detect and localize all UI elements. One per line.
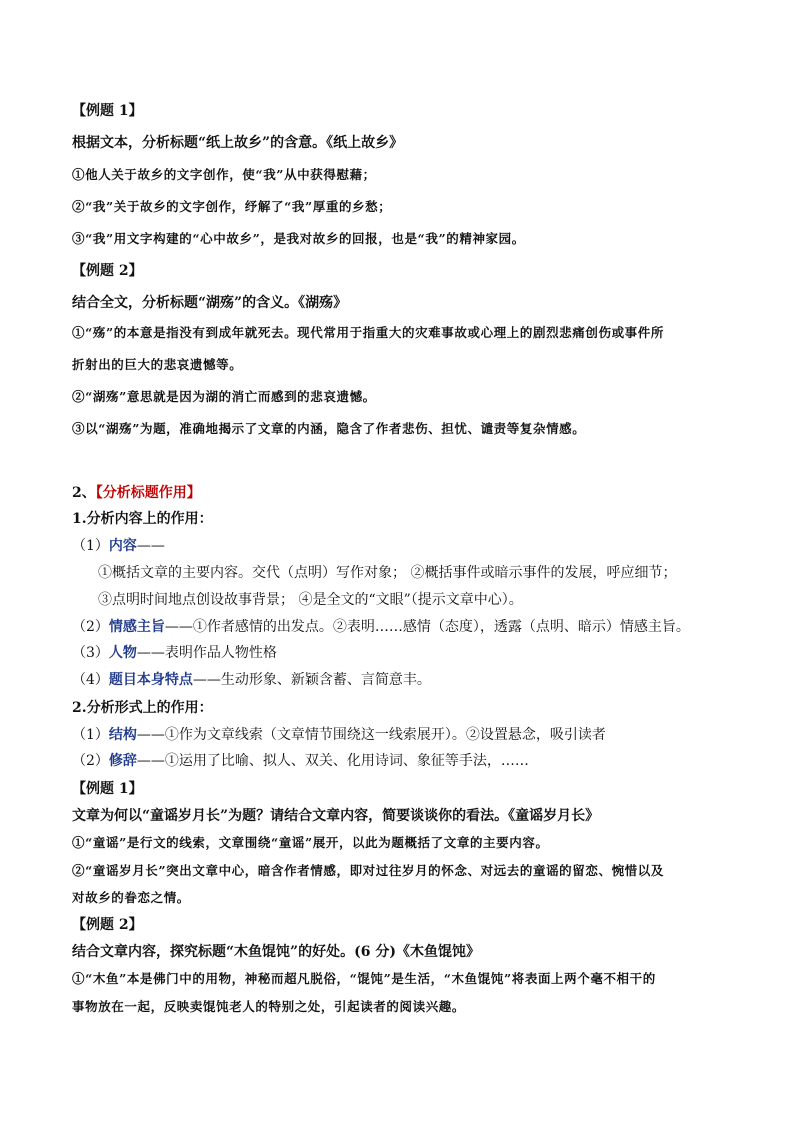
example-4-label: 【例题 2】	[72, 917, 143, 933]
content-item-4	[72, 670, 431, 690]
item-text: ——①作为文章线索（文章情节围绕这一线索展开）。②设置悬念，吸引读者	[136, 727, 606, 743]
item-prefix: （2）	[72, 619, 109, 635]
item-prefix: （2）	[72, 753, 109, 769]
item-keyword: 内容	[108, 538, 137, 554]
item-keyword: 结构	[108, 727, 137, 743]
example-2-label: 【例题 2】	[72, 263, 143, 279]
example-3-label: 【例题 1】	[72, 781, 143, 797]
example-2-answer-1-line-2: 折射出的巨大的悲哀遗憾等。	[72, 357, 243, 372]
item-prefix: （1）	[72, 727, 109, 743]
example-3-question: 文章为何以“童谣岁月长”为题？请结合文章内容，简要谈谈你的看法。《童谣岁月长》	[72, 808, 600, 824]
example-1-label: 【例题 1】	[72, 103, 143, 119]
form-item-1	[72, 725, 606, 745]
content-role-heading: 1.分析内容上的作用：	[72, 511, 213, 527]
example-4-answer-1-line-2: 事物放在一起，反映卖馄饨老人的特别之处，引起读者的阅读兴趣。	[72, 999, 466, 1014]
item-prefix: （1）	[72, 538, 109, 554]
form-role-heading: 2.分析形式上的作用：	[72, 700, 213, 716]
example-1-answer-1: ①他人关于故乡的文字创作，使“我”从中获得慰藉；	[72, 167, 376, 182]
example-4-answer-1-line-1: ①“木鱼”本是佛门中的用物，神秘而超凡脱俗，“馄饨”是生活，“木鱼馄饨”将表面上两个毫不相干的	[72, 971, 656, 986]
section-number: 2、	[72, 485, 96, 501]
example-2-question: 结合全文，分析标题“湖殇”的含义。《湖殇》	[72, 295, 348, 311]
example-2-answer-3: ③以“湖殇”为题，准确地揭示了文章的内涵，隐含了作者悲伤、担忧、谴责等复杂情感。	[72, 421, 586, 436]
section-2-heading	[72, 483, 201, 503]
item-text: ——①作者感情的出发点。②表明……感情（态度），透露（点明、暗示）情感主旨。	[164, 619, 690, 635]
item-text: ——生动形象、新颖含蓄、言简意丰。	[192, 672, 431, 688]
item-keyword: 人物	[108, 645, 137, 661]
content-item-1-detail-1: ①概括文章的主要内容。交代（点明）写作对象； ②概括事件或暗示事件的发展，呼应细节；	[98, 565, 677, 581]
item-keyword: 题目本身特点	[108, 672, 193, 688]
item-text: ——①运用了比喻、拟人、双关、化用诗词、象征等手法，……	[136, 753, 529, 769]
item-prefix: （4）	[72, 672, 109, 688]
content-item-1	[72, 536, 165, 556]
example-1-answer-2: ②“我”关于故乡的文字创作，纾解了“我”厚重的乡愁；	[72, 199, 392, 214]
example-2-answer-2: ②“湖殇”意思就是因为湖的消亡而感到的悲哀遗憾。	[72, 389, 376, 404]
content-item-3	[72, 643, 277, 663]
example-3-answer-2-line-2: 对故乡的眷恋之情。	[72, 890, 190, 905]
example-2-answer-1-line-1: ①“殇”的本意是指没有到成年就死去。现代常用于指重大的灾难事故或心理上的剧烈悲痛创伤或事件所	[72, 325, 664, 340]
item-keyword: 修辞	[108, 753, 137, 769]
form-item-2	[72, 751, 529, 771]
item-prefix: （3）	[72, 645, 109, 661]
example-3-answer-1: ①“童谣”是行文的线索，文章围绕“童谣”展开，以此为题概括了文章的主要内容。	[72, 835, 549, 850]
example-1-question: 根据文本，分析标题“纸上故乡”的含意。《纸上故乡》	[72, 135, 404, 151]
example-4-question: 结合文章内容，探究标题“木鱼馄饨”的好处。(6 分)《木鱼馄饨》	[72, 944, 480, 960]
example-1-answer-3: ③“我”用文字构建的“心中故乡”，是我对故乡的回报，也是“我”的精神家园。	[72, 231, 525, 246]
item-text: ——表明作品人物性格	[136, 645, 277, 661]
content-item-2	[72, 617, 690, 637]
item-keyword: 情感主旨	[108, 619, 165, 635]
example-3-answer-2-line-1: ②“童谣岁月长”突出文章中心，暗含作者情感，即对过往岁月的怀念、对远去的童谣的留恋、惋惜以及	[72, 863, 664, 878]
content-item-1-detail-2: ③点明时间地点创设故事背景； ④是全文的“文眼”（提示文章中心）。	[98, 592, 523, 608]
section-title: 【分析标题作用】	[95, 485, 201, 501]
item-dash: ——	[136, 538, 165, 554]
